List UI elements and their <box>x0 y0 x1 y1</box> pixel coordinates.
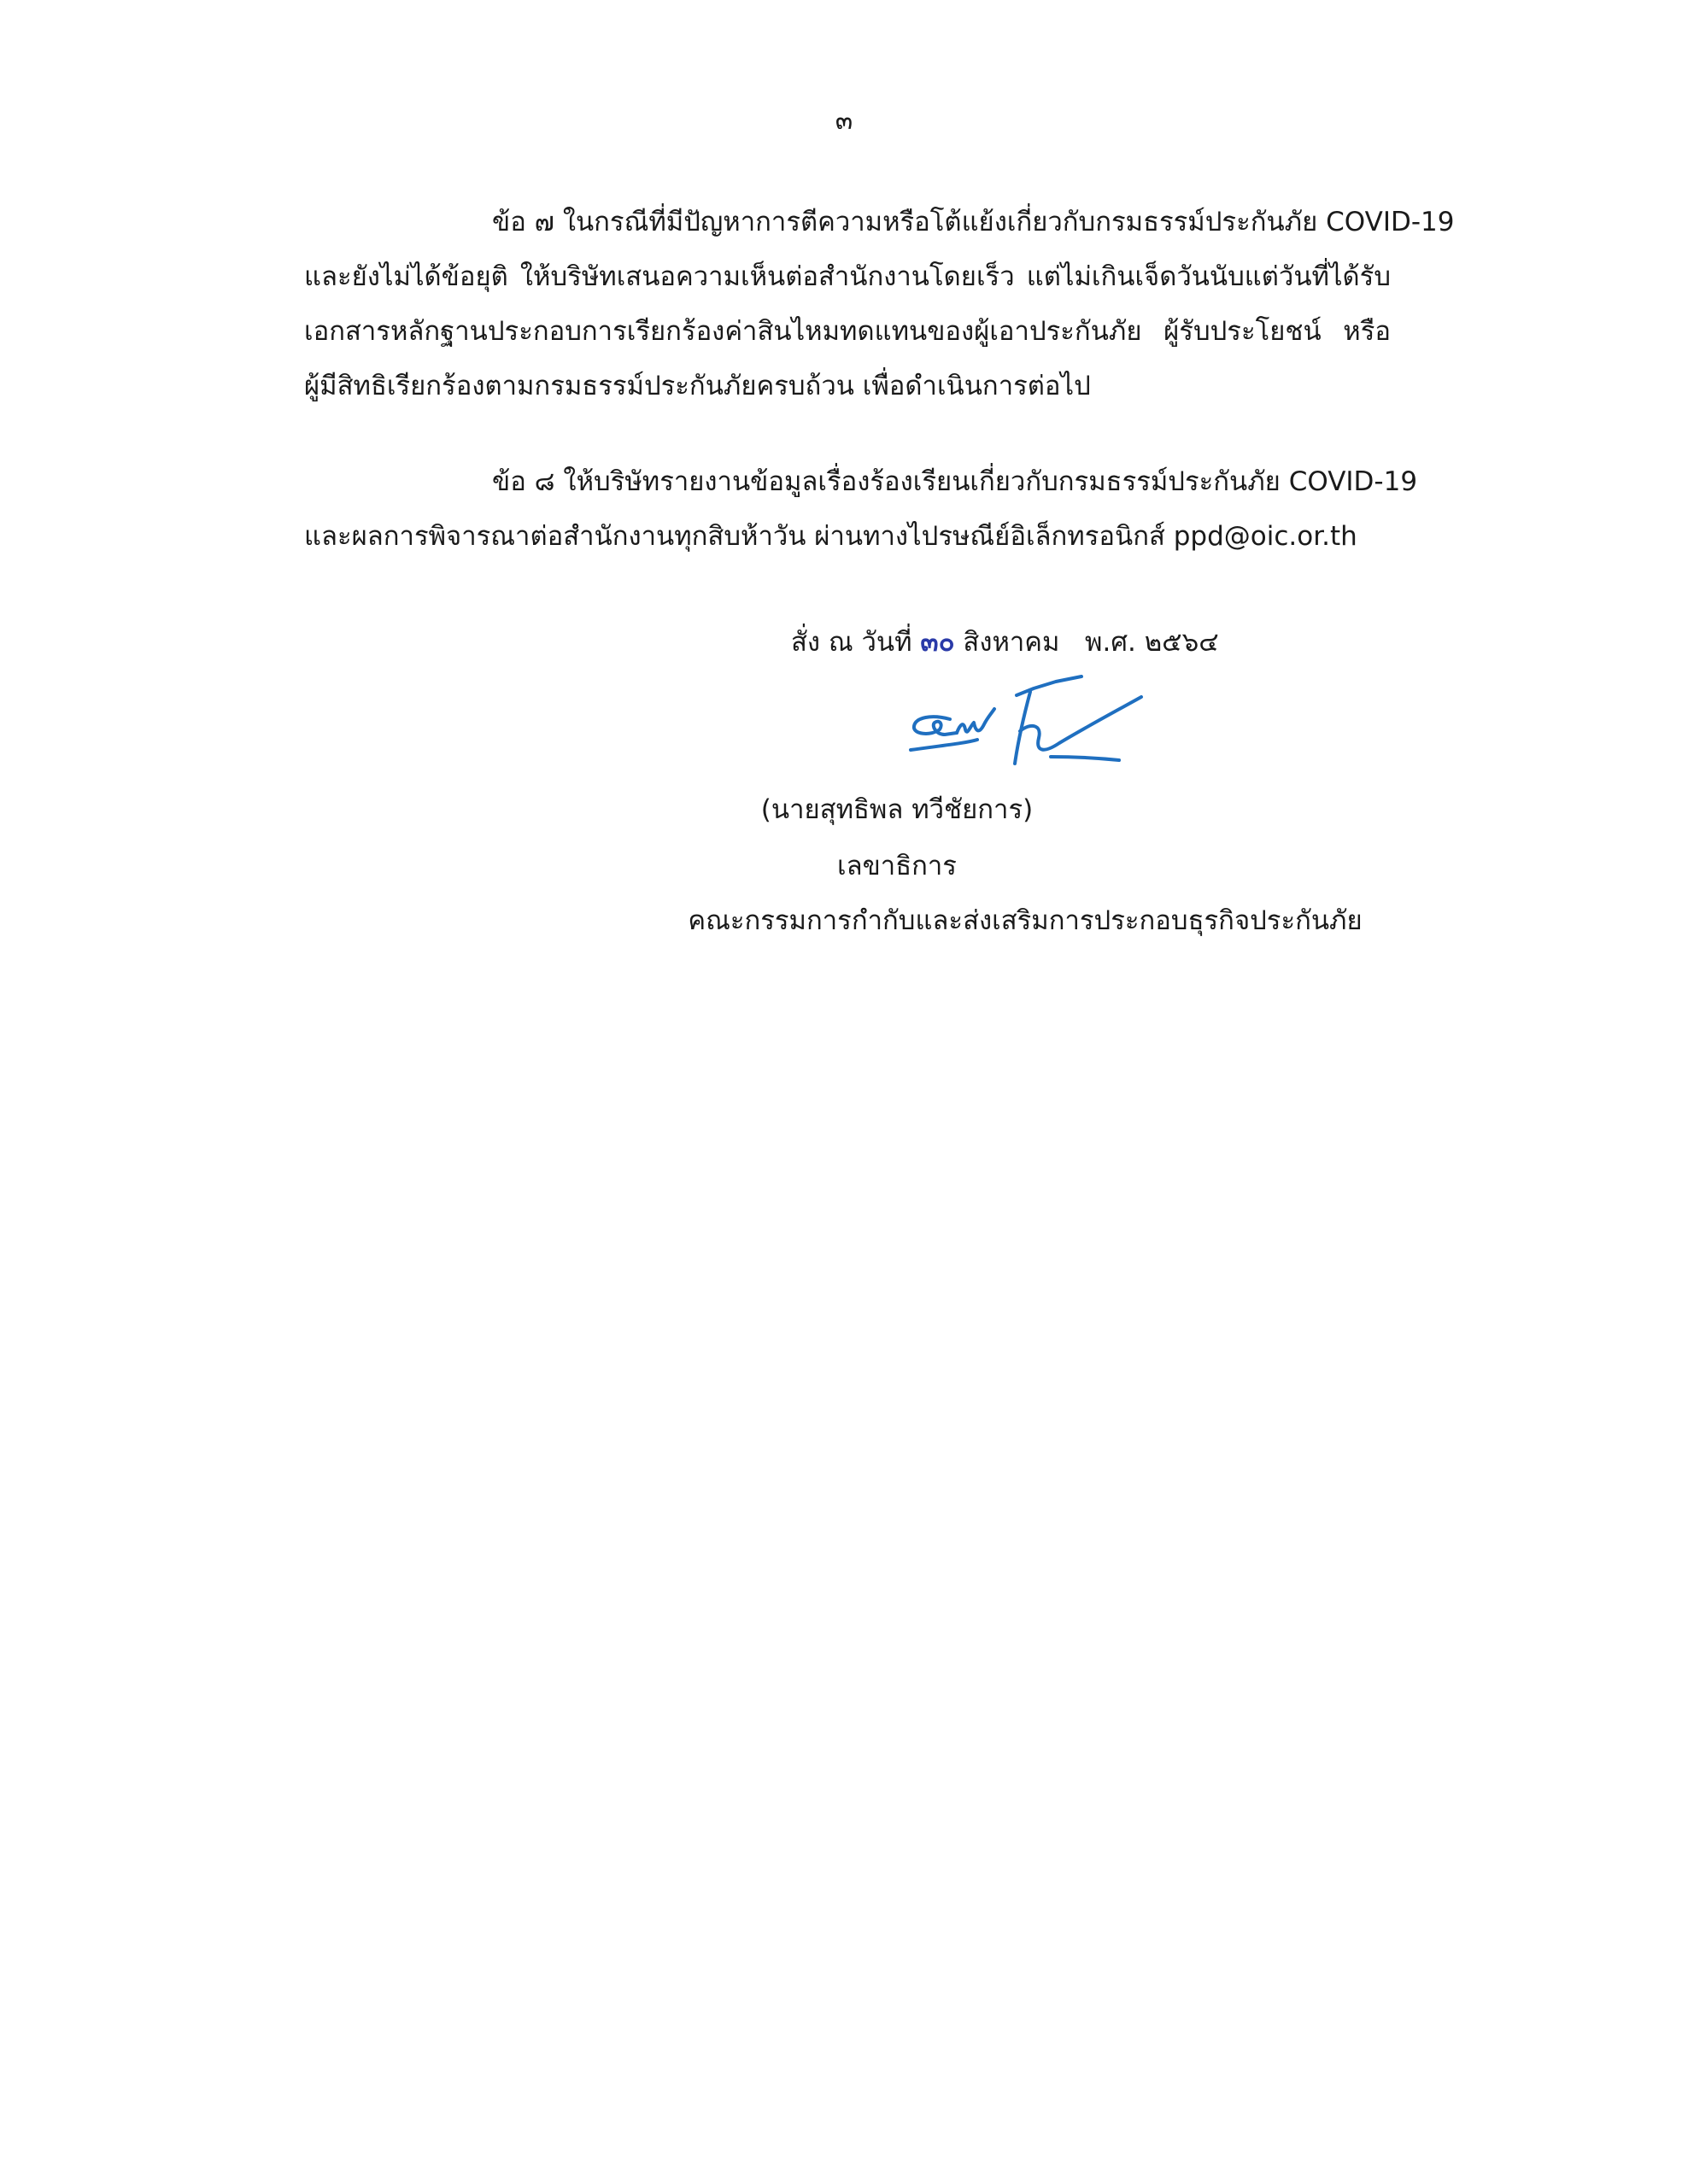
clause-8-line-1: ข้อ ๘ ให้บริษัทรายงานข้อมูลเรื่องร้องเรียนเกี่ยวกับกรมธรรม์ประกันภัย COVID-19 <box>492 466 1418 497</box>
order-date-month: สิงหาคม <box>963 627 1060 658</box>
page-number: ๓ <box>835 106 853 136</box>
signature-stroke-3 <box>957 709 994 733</box>
signer-position: เลขาธิการ <box>837 851 957 881</box>
signature-stroke-4 <box>1017 676 1081 695</box>
order-date-prefix: สั่ง ณ วันที่ <box>791 627 912 658</box>
clause-7-line-3: เอกสารหลักฐานประกอบการเรียกร้องค่าสินไหมทดแทนของผู้เอาประกันภัย ผู้รับประโยชน์ หรือ <box>304 316 1391 347</box>
clause-7-line-4: ผู้มีสิทธิเรียกร้องตามกรมธรรม์ประกันภัยครบถ้วน เพื่อดำเนินการต่อไป <box>304 371 1091 401</box>
order-date-year: พ.ศ. ๒๕๖๔ <box>1085 627 1219 658</box>
signer-organization: คณะกรรมการกำกับและส่งเสริมการประกอบธุรกิจประกันภัย <box>688 905 1363 936</box>
order-date <box>791 620 1219 663</box>
signature-stroke-7 <box>1051 757 1119 760</box>
clause-8 <box>304 454 1418 564</box>
signature-strokes <box>911 676 1141 764</box>
signature-stroke-6 <box>1020 697 1141 750</box>
signature-stroke-2 <box>911 740 977 750</box>
handwritten-signature <box>906 675 1170 777</box>
signer-name: (นายสุทธิพล ทวีชัยการ) <box>760 794 1034 825</box>
order-date-day: ๓๐ <box>920 627 955 658</box>
clause-8-line-2: และผลการพิจารณาต่อสำนักงานทุกสิบห้าวัน ผ่านทางไปรษณีย์อิเล็กทรอนิกส์ ppd@oic.or.th <box>304 521 1357 552</box>
clause-7-line-2: และยังไม่ได้ข้อยุติ ให้บริษัทเสนอความเห็นต่อสำนักงานโดยเร็ว แต่ไม่เกินเจ็ดวันนับแต่วันที่ได้รับ <box>304 261 1391 292</box>
clause-7-line-1: ข้อ ๗ ในกรณีที่มีปัญหาการตีความหรือโต้แย้งเกี่ยวกับกรมธรรม์ประกันภัย COVID-19 <box>492 207 1455 237</box>
signature-stroke-1 <box>914 717 957 735</box>
clause-7 <box>304 195 1455 413</box>
